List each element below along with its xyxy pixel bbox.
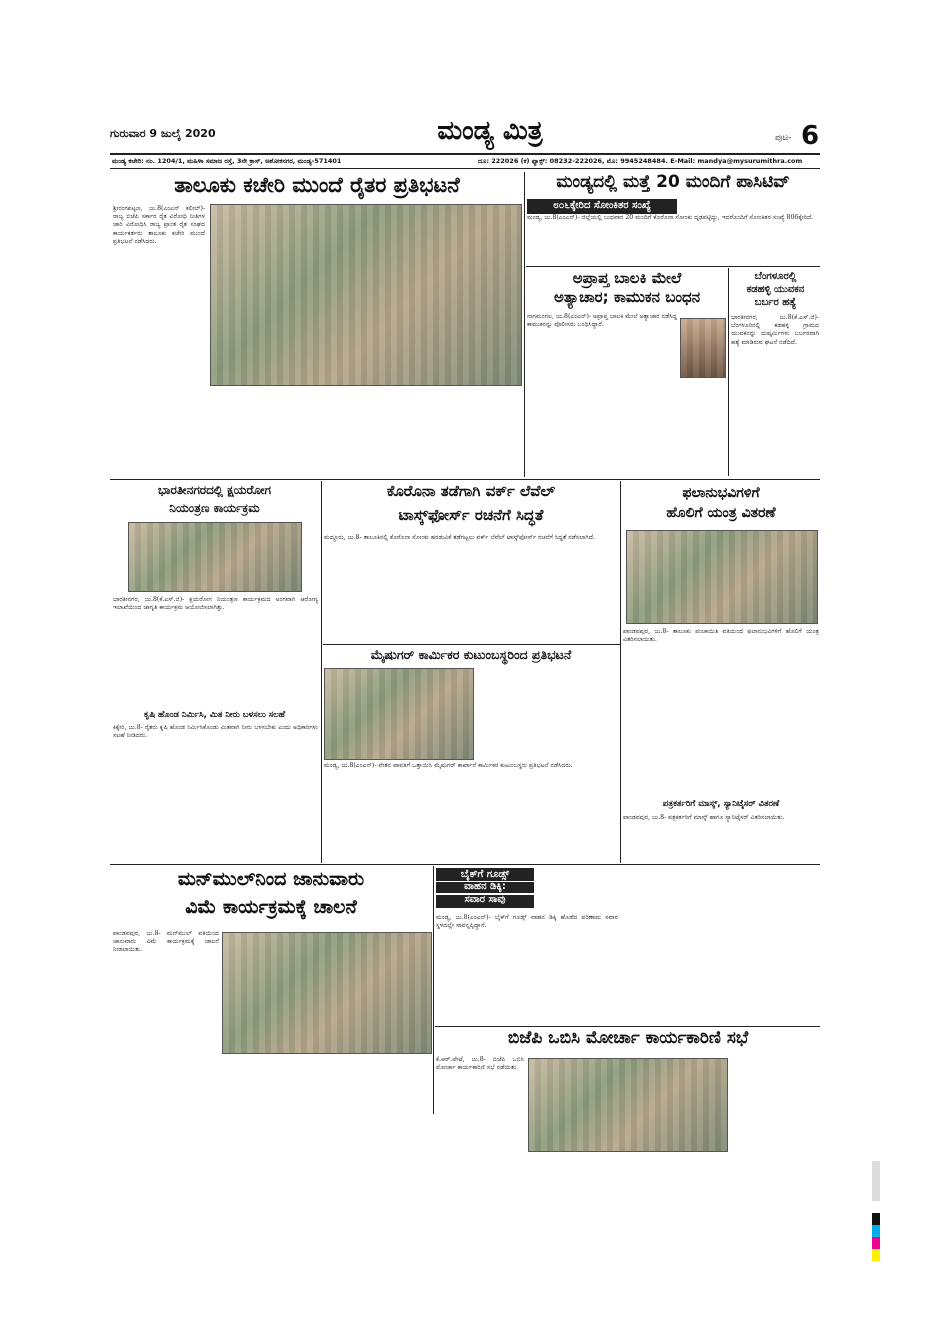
article-headline-line2: ವಾಹನ ಡಿಕ್ಕಿ:	[436, 882, 534, 893]
column-divider	[620, 481, 621, 863]
article-body: ಭಾರತೀನಗರ, ಜು.8(ಕೆ.ಎಸ್.ಜಿ)- ಬೆಂಗಳೂರಿನಲ್ಲಿ ಕಡಹಳ್ಳಿ ಗ್ರಾಮದ ಯುವಕನನ್ನು ದುಷ್ಕರ್ಮಿಗಳು ಬರ್ಬರವಾಗಿ ಹತ್ಯೆ ಮಾಡಿರುವ ಘಟನೆ ನಡೆದಿದೆ.	[731, 314, 819, 346]
masthead-rule	[110, 153, 820, 155]
article-headline-line2: ಅತ್ಯಾಚಾರ; ಕಾಮುಕನ ಬಂಧನ	[553, 288, 701, 306]
article-body: ಕೆ.ಆರ್.ಪೇಟೆ, ಜು.8- ಬಿಜೆಪಿ ಒಬಿಸಿ ಮೋರ್ಚಾ ಕಾರ್ಯಕಾರಿಣಿ ಸಭೆ ನಡೆಯಿತು.	[436, 1056, 524, 1072]
article-body: ಭಾರತೀನಗರ, ಜು.8(ಕೆ.ಎಸ್.ಜಿ)- ಕ್ಷಯರೋಗ ನಿಯಂತ್ರಣ ಕಾರ್ಯಕ್ರಮದ ಅಂಗವಾಗಿ ಆರೋಗ್ಯ ಇಲಾಖೆಯಿಂದ ಜಾಗೃತಿ ಕಾರ್ಯಕ್ರಮ ಆಯೋಜಿಸಲಾಗಿತ್ತು.	[113, 596, 318, 612]
article-body: ಮಂಡ್ಯ, ಜು.8(ಎಂಎನ್)- ವೇತನ ಪಾವತಿಗೆ ಒತ್ತಾಯಿಸಿ ಮೈಷುಗರ್ ಕಾರ್ಖಾನೆ ಕಾರ್ಮಿಕರ ಕುಟುಂಬಸ್ಥರು ಪ್ರತಿಭಟನೆ ನಡೆಸಿದರು.	[324, 762, 573, 769]
article-headline-line2: ಕಡಹಳ್ಳಿ ಯುವಕನ	[746, 284, 805, 295]
article-body: ಶ್ರೀರಂಗಪಟ್ಟಣ, ಜು.8(ಎಂಎನ್ ಕಲೀಲ್)- ರಾಜ್ಯ ಬಿಜೆಪಿ ಸರ್ಕಾರ ರೈತ ವಿರೋಧಿ ನೀತಿಗಳ ಜಾರಿ ವಿರೋಧಿಸಿ ರಾಜ್ಯ ಪ್ರಾಂತ ರೈತ ಸಂಘದ ಕಾರ್ಯಕರ್ತರು ತಾಲೂಕು ಕಚೇರಿ ಮುಂದೆ ಪ್ರತಿಭಟನೆ ನಡೆಸಿದರು.	[113, 205, 205, 245]
article-headline-line3: ಬರ್ಬರ ಹತ್ಯೆ	[754, 297, 797, 308]
masthead-date: ಗುರುವಾರ 9 ಜುಲೈ 2020	[110, 127, 216, 140]
article-headline-line1: ಕೊರೊನಾ ತಡೆಗಾಗಿ ವರ್ಕ್ ಲೆವೆಲ್	[386, 482, 556, 500]
registration-strip	[872, 1161, 880, 1271]
article-headline-line1: ಬೈಕ್‌ಗೆ ಗೂಡ್ಸ್	[436, 868, 534, 881]
article-body	[680, 380, 725, 474]
page-label: ಪುಟ-	[775, 133, 792, 143]
article-headline-line1: ಮನ್‌ಮುಲ್‌ನಿಂದ ಜಾನುವಾರು	[177, 868, 365, 890]
article-body: ಮಂಡ್ಯ, ಜು.8(ಎಂಎನ್)- ಬೈಕ್‌ಗೆ ಗೂಡ್ಸ್ ವಾಹನ ಡಿಕ್ಕಿ ಹೊಡೆದ ಪರಿಣಾಮ ಸವಾರ ಸ್ಥಳದಲ್ಲೇ ಸಾವನ್ನಪ್ಪಿದ್ದಾನೆ.	[436, 914, 618, 930]
article-headline-line1: ಬೆಂಗಳೂರಲ್ಲಿ	[754, 271, 797, 282]
article-headline: ತಾಲೂಕು ಕಚೇರಿ ಮುಂದೆ ರೈತರ ಪ್ರತಿಭಟನೆ	[174, 173, 460, 197]
article-headline: ಪತ್ರಕರ್ತರಿಗೆ ಮಾಸ್ಕ್, ಸ್ಯಾನಿಟೈಸರ್ ವಿತರಣೆ	[662, 799, 780, 809]
article-headline-line2: ವಿಮೆ ಕಾರ್ಯಕ್ರಮಕ್ಕೆ ಚಾಲನೆ	[185, 896, 357, 918]
article-body	[222, 1056, 430, 1112]
article-headline-line1: ಅಪ್ರಾಪ್ತ ಬಾಲಕಿ ಮೇಲೆ	[572, 269, 682, 287]
column-divider	[524, 172, 525, 477]
article-body	[624, 868, 819, 1024]
contact-line: ದೂ: 222026 (ಕ) ಫ್ಯಾಕ್ಸ್: 08232-222026, ಮೊ: 9945248484. E-Mail: mandya@mysurumithra.com	[478, 157, 803, 165]
article-headline-line2: ಟಾಸ್ಕ್‌ಫೋರ್ಸ್ ರಚನೆಗೆ ಸಿದ್ಧತೆ	[398, 506, 544, 524]
tb-meeting-photo	[128, 522, 302, 592]
article-body	[210, 390, 520, 476]
column-divider	[433, 866, 434, 1114]
bjp-meeting-photo	[528, 1058, 728, 1152]
article-body: ಪಾಂಡವಪುರ, ಜು.8- ಮನ್‌ಮುಲ್ ವತಿಯಿಂದ ಜಾನುವಾರು ವಿಮೆ ಕಾರ್ಯಕ್ರಮಕ್ಕೆ ಚಾಲನೆ ನೀಡಲಾಯಿತು.	[113, 930, 219, 954]
article-headline: ಕೃಷಿ ಹೊಂಡ ನಿರ್ಮಿಸಿ, ಮಿತ ನೀರು ಬಳಸಲು ಸಲಹೆ	[143, 710, 286, 720]
article-headline-line1: ಭಾರತೀನಗರದಲ್ಲಿ ಕ್ಷಯರೋಗ	[158, 483, 271, 497]
accused-photo	[680, 318, 726, 378]
protest-photo	[210, 204, 522, 386]
masthead-title: ಮಂಡ್ಯ ಮಿತ್ರ	[437, 116, 543, 146]
article-body: ಪಾಂಡವಪುರ, ಜು.8- ಪತ್ರಕರ್ತರಿಗೆ ಮಾಸ್ಕ್ ಹಾಗೂ ಸ್ಯಾನಿಟೈಸರ್ ವಿತರಿಸಲಾಯಿತು.	[623, 814, 785, 821]
section-rule	[526, 266, 820, 267]
article-body: ಮಂಡ್ಯ, ಜು.8(ಎಂಎನ್)- ಜಿಲ್ಲೆಯಲ್ಲಿ ಬುಧವಾರ 20 ಮಂದಿಗೆ ಕೊರೊನಾ ಸೋಂಕು ದೃಢಪಟ್ಟಿದ್ದು, ಇದರೊಂದಿಗೆ ಸೋಂಕಿತರ ಸಂಖ್ಯೆ 806ಕ್ಕೇರಿದೆ.	[527, 214, 814, 221]
page-number: 6	[801, 121, 820, 151]
mysugar-protest-photo	[324, 668, 474, 760]
article-subhead: ೮೦೬ಕ್ಕೇರಿದ ಸೋಂಕಿತರ ಸಂಖ್ಯೆ	[527, 199, 677, 214]
article-headline-line1: ಫಲಾನುಭವಿಗಳಿಗೆ	[682, 485, 760, 501]
article-headline-line2: ನಿಯಂತ್ರಣ ಕಾರ್ಯಕ್ರಮ	[169, 501, 260, 515]
article-body	[730, 1056, 819, 1222]
column-divider	[321, 481, 322, 863]
section-rule	[110, 864, 820, 865]
column-divider	[728, 268, 729, 476]
article-body: ನಾಗಮಂಗಲ, ಜು.8(ಎಂಎನ್)- ಅಪ್ರಾಪ್ತ ಬಾಲಕಿ ಮೇಲೆ ಅತ್ಯಾಚಾರ ನಡೆಸಿದ್ದ ಕಾಮುಕನನ್ನು ಪೊಲೀಸರು ಬಂಧಿಸಿದ್ದಾರೆ.	[527, 313, 677, 329]
masthead-rule-2	[110, 168, 820, 169]
section-rule	[435, 1026, 820, 1027]
address-line: ಮಂಡ್ಯ ಕಚೇರಿ: ನಂ. 1204/1, ಮಹಿಳಾ ಸಮಾಜ ರಸ್ತೆ, 3ನೇ ಕ್ರಾಸ್, ಅಶೋಕನಗರ, ಮಂಡ್ಯ-571401	[112, 157, 342, 165]
article-body: ಪಾಂಡವಪುರ, ಜು.8- ತಾಲೂಕು ಪಂಚಾಯಿತಿ ವತಿಯಿಂದ ಫಲಾನುಭವಿಗಳಿಗೆ ಹೊಲಿಗೆ ಯಂತ್ರ ವಿತರಿಸಲಾಯಿತು.	[623, 628, 819, 644]
article-headline-line2: ಹೊಲಿಗೆ ಯಂತ್ರ ವಿತರಣೆ	[666, 505, 776, 521]
article-body: ಕಿಕ್ಕೇರಿ, ಜು.8- ರೈತರು ಕೃಷಿ ಹೊಂಡ ನಿರ್ಮಿಸಿಕೊಂಡು ಮಿತವಾಗಿ ನೀರು ಬಳಸಬೇಕು ಎಂದು ಅಧಿಕಾರಿಗಳು ಸಲಹೆ ನೀಡಿದರು.	[113, 724, 318, 740]
article-body	[528, 1154, 726, 1222]
livestock-photo	[222, 932, 432, 1054]
sewing-machine-photo	[626, 530, 818, 624]
article-body: ಮದ್ದೂರು, ಜು.8- ತಾಲೂಕಿನಲ್ಲಿ ಕೊರೊನಾ ಸೋಂಕು ಹರಡುವಿಕೆ ತಡೆಗಟ್ಟಲು ವರ್ಕ್ ಲೆವೆಲ್ ಟಾಸ್ಕ್‌ಫೋರ್ಸ್ ರಚನೆಗೆ ಸಿದ್ಧತೆ ನಡೆಸಲಾಗಿದೆ.	[324, 534, 595, 541]
section-rule	[110, 479, 820, 480]
article-headline: ಮೈಷುಗರ್ ಕಾರ್ಮಿಕರ ಕುಟುಂಬಸ್ಥರಿಂದ ಪ್ರತಿಭಟನೆ	[370, 647, 572, 662]
article-headline: ಮಂಡ್ಯದಲ್ಲಿ ಮತ್ತೆ 20 ಮಂದಿಗೆ ಪಾಸಿಟಿವ್	[556, 172, 790, 192]
article-headline-line3: ಸವಾರ ಸಾವು	[436, 895, 534, 908]
article-headline: ಬಿಜೆಪಿ ಒಬಿಸಿ ಮೋರ್ಚಾ ಕಾರ್ಯಕಾರಿಣಿ ಸಭೆ	[507, 1028, 749, 1048]
section-rule	[323, 644, 620, 645]
